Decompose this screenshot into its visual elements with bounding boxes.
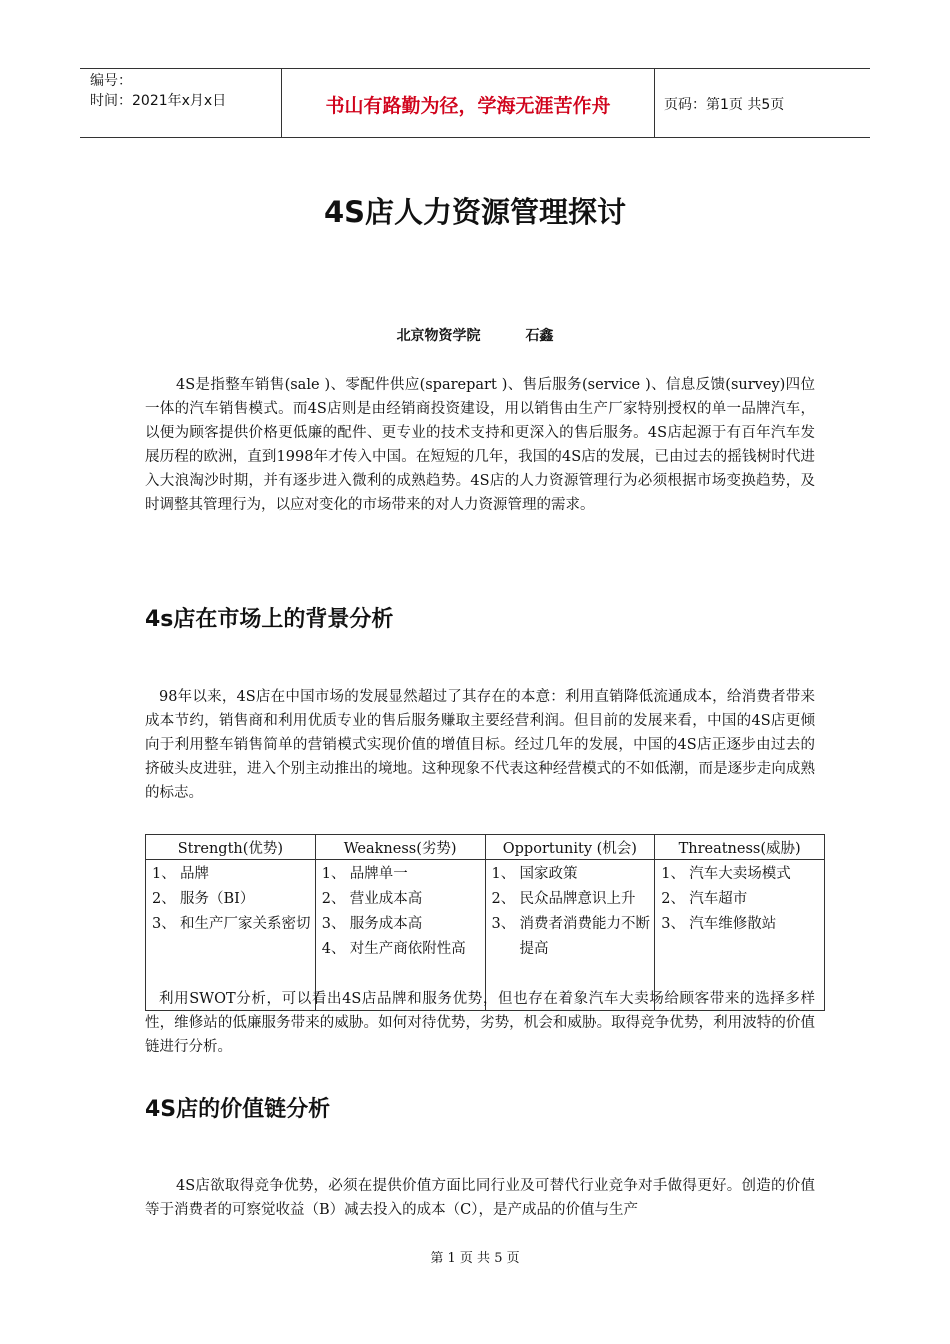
swot-header-weakness: Weakness(劣势) [315,835,485,860]
swot-header-opportunity: Opportunity (机会) [485,835,655,860]
header-meta [90,71,285,111]
document-header [80,68,870,138]
header-motto: 书山有路勤为径，学海无涯苦作舟 [325,95,611,117]
list-item: 3、 服务成本高 [321,916,423,932]
page-footer: 第 1 页 共 5 页 [430,1251,520,1266]
swot-header-threat: Threatness(威胁) [655,835,825,860]
list-item: 2、 汽车超市 [661,891,748,907]
header-page-info: 页码：第1页 共5页 [664,97,785,113]
value-chain-paragraph: 4S店欲取得竞争优势，必须在提供价值方面比同行业及可替代行业竞争对手做得更好。创造的价值等于消费者的可察觉收益（B）减去投入的成本（C），是产成品的价值与生产 [145,1178,815,1218]
header-divider [654,69,655,137]
swot-header-strength: Strength(优势) [146,835,316,860]
list-item: 1、 汽车大卖场模式 [661,866,791,882]
swot-table [145,834,825,1011]
swot-header-row [146,835,825,860]
swot-summary-paragraph: 利用SWOT分析，可以看出4S店品牌和服务优势，但也存在着象汽车大卖场给顾客带来的选择多样性，维修站的低廉服务带来的威胁。如何对待优势，劣势，机会和威胁。取得竞争优势，利用波特的价值链进行分析。 [145,991,815,1055]
section-heading-background: 4s店在市场上的背景分析 [145,607,394,632]
section-heading-value-chain: 4S店的价值链分析 [145,1097,331,1122]
list-item: 1、 品牌 [152,866,209,882]
list-item: 2、 营业成本高 [321,891,423,907]
number-label: 编号： [90,73,132,89]
author-name: 石鑫 [525,328,554,344]
list-item: 1、 品牌单一 [321,866,408,882]
list-item: 3、 消费者消费能力不断提高 [491,916,650,957]
time-label: 时间：2021年x月x日 [90,93,227,109]
list-item: 1、 国家政策 [491,866,578,882]
author-line [0,325,950,345]
intro-paragraph: 4S是指整车销售(sale )、零配件供应(sparepart )、售后服务(service )、信息反馈(survey)四位一体的汽车销售模式。而4S店则是由经销商投资建设，用以销售由生产厂家特别授权的单一品牌汽车，以便为顾客提供价格更低廉的配件、更专业的技术支持和更深入的售后服务。4S店起源于有百年汽车发展历程的欧洲，直到1998年才传入中国。在短短的几年，我国的4S店的发展，已由过去的摇钱树时代进入大浪淘沙时期，并有逐步进入微利的成熟趋势。4S店的人力资源管理行为必须根据市场变换趋势，及时调整其管理行为，以应对变化的市场带来的对人力资源管理的需求。 [145,377,815,513]
author-institution: 北京物资学院 [396,328,481,344]
list-item: 3、 和生产厂家关系密切 [152,916,311,932]
list-item: 2、 服务（BI） [152,891,255,907]
background-paragraph: 98年以来，4S店在中国市场的发展显然超过了其存在的本意：利用直销降低流通成本，给消费者带来成本节约，销售商和利用优质专业的售后服务赚取主要经营利润。但目前的发展来看，中国的4S店更倾向于利用整车销售简单的营销模式实现价值的增值目标。经过几年的发展，中国的4S店正逐步由过去的挤破头皮进驻，进入个别主动推出的境地。这种现象不代表这种经营模式的不如低潮，而是逐步走向成熟的标志。 [145,689,815,801]
list-item: 3、 汽车维修散站 [661,916,777,932]
list-item: 2、 民众品牌意识上升 [491,891,636,907]
list-item: 4、 对生产商依附性高 [321,941,466,957]
document-title: 4S店人力资源管理探讨 [323,195,627,229]
